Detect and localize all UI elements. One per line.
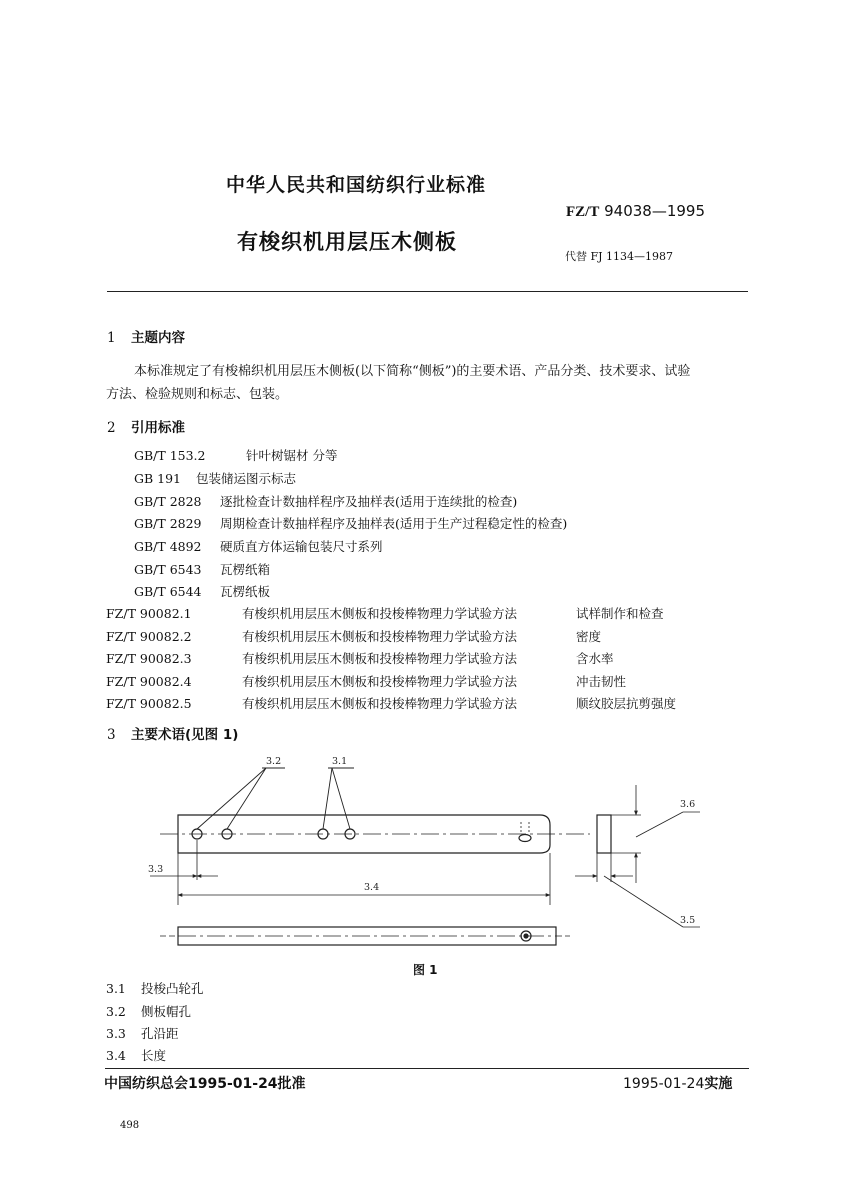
implementation-suffix: 实施 (704, 1076, 733, 1092)
reference-subtitle: 冲击韧性 (576, 674, 627, 689)
section-3-number: 3 (107, 727, 116, 743)
label-3-3: 3.3 (148, 864, 164, 875)
term-number: 3.2 (106, 1004, 126, 1019)
reference-title: 逐批检查计数抽样程序及抽样表(适用于连续批的检查) (220, 494, 518, 509)
reference-title: 有梭织机用层压木侧板和投梭棒物理力学试验方法 (242, 696, 518, 711)
term-number: 3.3 (106, 1026, 126, 1041)
implementation-note (623, 1073, 732, 1093)
reference-code: FZ/T 90082.5 (106, 696, 192, 711)
section-1-title: 主题内容 (131, 330, 185, 346)
reference-subtitle: 顺纹胶层抗剪强度 (576, 696, 677, 711)
term-text: 长度 (141, 1048, 167, 1063)
reference-code: FZ/T 90082.3 (106, 651, 192, 666)
reference-code: GB/T 6544 (134, 584, 202, 599)
reference-code: GB/T 2829 (134, 516, 202, 531)
section-2-number: 2 (107, 420, 116, 436)
section-2-title: 引用标准 (131, 420, 185, 436)
reference-title: 周期检查计数抽样程序及抽样表(适用于生产过程稳定性的检查) (220, 516, 568, 531)
reference-title: 瓦楞纸板 (220, 584, 271, 599)
reference-title: 有梭织机用层压木侧板和投梭棒物理力学试验方法 (242, 674, 518, 689)
approval-note: 中国纺织总会1995-01-24批准 (104, 1076, 306, 1092)
reference-subtitle: 密度 (576, 629, 602, 644)
reference-subtitle: 试样制作和检查 (576, 606, 664, 621)
document-title: 有梭织机用层压木侧板 (237, 230, 457, 254)
leader-3-1 (323, 768, 332, 829)
reference-subtitle: 含水率 (576, 651, 614, 666)
reference-title: 包装储运图示标志 (196, 471, 297, 486)
figure-caption: 图 1 (413, 963, 438, 977)
term-text: 侧板帽孔 (141, 1004, 192, 1019)
label-3-6: 3.6 (680, 799, 696, 810)
term-item (106, 1024, 179, 1042)
reference-code: FZ/T 90082.4 (106, 674, 192, 689)
reference-title: 有梭织机用层压木侧板和投梭棒物理力学试验方法 (242, 629, 518, 644)
reference-title: 有梭织机用层压木侧板和投梭棒物理力学试验方法 (242, 651, 518, 666)
end-slot (519, 835, 531, 842)
label-3-1: 3.1 (332, 756, 348, 767)
reference-title: 瓦楞纸箱 (220, 562, 271, 577)
reference-title: 针叶树锯材 分等 (246, 448, 338, 463)
standard-prefix: FZ/T (566, 204, 600, 220)
term-item (106, 1046, 166, 1064)
reference-title: 有梭织机用层压木侧板和投梭棒物理力学试验方法 (242, 606, 518, 621)
industry-standard-heading: 中华人民共和国纺织行业标准 (226, 174, 487, 196)
leader-3-1 (332, 768, 350, 829)
reference-title: 硬质直方体运输包装尺寸系列 (220, 539, 383, 554)
implementation-date: 1995-01-24 (623, 1076, 705, 1092)
reference-code: GB/T 2828 (134, 494, 202, 509)
term-number: 3.4 (106, 1048, 126, 1063)
term-text: 投梭凸轮孔 (141, 981, 204, 996)
term-text: 孔沿距 (141, 1026, 179, 1041)
board-end-view (597, 815, 611, 853)
reference-code: GB/T 4892 (134, 539, 202, 554)
label-3-5: 3.5 (680, 915, 696, 926)
replaces-note: 代替 FJ 1134—1987 (565, 250, 674, 263)
page-number: 498 (120, 1120, 140, 1131)
term-item (106, 1002, 191, 1020)
term-number: 3.1 (106, 981, 126, 996)
footer-divider (105, 1068, 749, 1069)
section-3-title: 主要术语(见图 1) (131, 727, 239, 743)
section-1-line-1: 本标准规定了有梭棉织机用层压木侧板(以下简称“侧板”)的主要术语、产品分类、技术要求、试验 (134, 364, 691, 379)
term-item (106, 979, 204, 997)
reference-code: GB/T 153.2 (134, 448, 206, 463)
label-3-4: 3.4 (364, 882, 380, 893)
leader-3-2 (227, 768, 266, 829)
reference-code: FZ/T 90082.1 (106, 606, 192, 621)
section-1-number: 1 (107, 330, 116, 346)
reference-code: FZ/T 90082.2 (106, 629, 192, 644)
reference-code: GB 191 (134, 471, 182, 486)
section-1-line-2: 方法、检验规则和标志、包装。 (106, 387, 289, 402)
reference-code: GB/T 6543 (134, 562, 202, 577)
label-3-2: 3.2 (266, 756, 282, 767)
standard-code: 94038—1995 (604, 202, 706, 220)
leader-3-2 (197, 768, 266, 829)
